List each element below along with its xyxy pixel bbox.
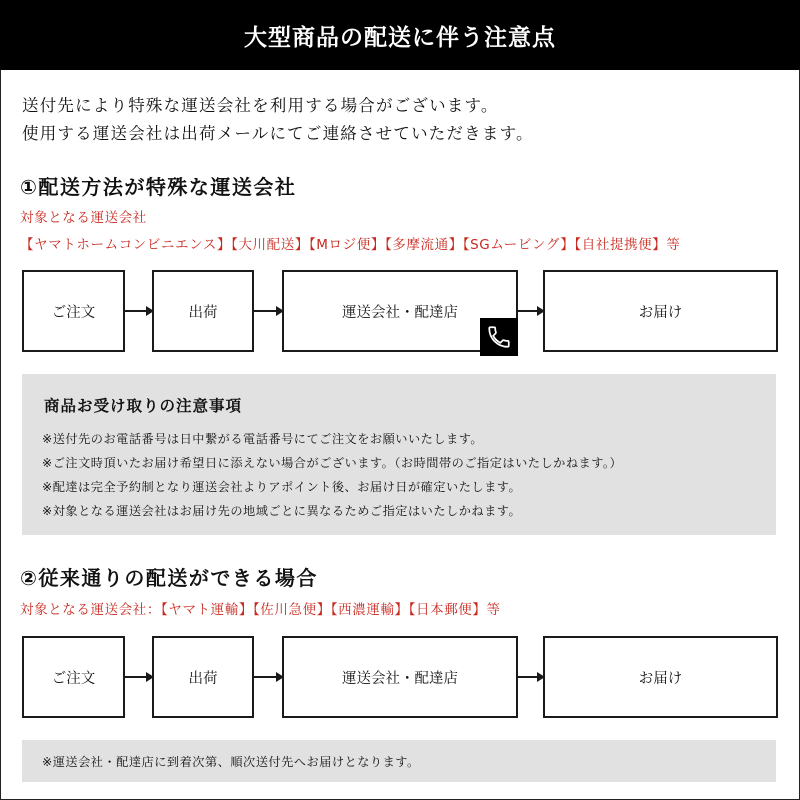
note-item-1: ※送付先のお電話番号は日中繋がる電話番号にてご注文をお願いいたします。 bbox=[42, 432, 484, 446]
section1-target-label: 対象となる運送会社 bbox=[20, 210, 147, 226]
flow2-ship-box: 出荷 bbox=[152, 636, 254, 718]
note-item-2: ※ご注文時頂いたお届け希望日に添えない場合がございます。（お時間帯のご指定はいたしかねます。） bbox=[42, 456, 623, 470]
flow1-carrier-box: 運送会社・配達店 bbox=[282, 270, 518, 352]
intro-line-2: 使用する運送会社は出荷メールにてご連絡させていただきます。 bbox=[22, 124, 534, 143]
note-item-3: ※配達は完全予約制となり運送会社よりアポイント後、お届け日が確定いたします。 bbox=[42, 480, 522, 494]
flow2-delivery-box: お届け bbox=[543, 636, 778, 718]
notes-panel bbox=[22, 374, 776, 535]
section2-note: ※運送会社・配達店に到着次第、順次送付先へお届けとなります。 bbox=[42, 755, 420, 769]
intro-line-1: 送付先により特殊な運送会社を利用する場合がございます。 bbox=[22, 96, 499, 115]
flow1-arrow-3 bbox=[518, 310, 543, 312]
note-item-4: ※対象となる運送会社はお届け先の地域ごとに異なるためご指定はいたしかねます。 bbox=[42, 504, 522, 518]
section1-carrier-list: 【ヤマトホームコンビニエンス】【大川配送】【Mロジ便】【多摩流通】【SGムービング】【自社提携便】等 bbox=[20, 237, 681, 253]
flow2-arrow-1 bbox=[125, 676, 152, 678]
flow1-ship-box: 出荷 bbox=[152, 270, 254, 352]
section2-title: ②従来通りの配送ができる場合 bbox=[20, 566, 318, 590]
flow2-carrier-box: 運送会社・配達店 bbox=[282, 636, 518, 718]
flow1-arrow-1 bbox=[125, 310, 152, 312]
page-title: 大型商品の配送に伴う注意点 bbox=[0, 0, 800, 70]
flow1-order-box: ご注文 bbox=[22, 270, 125, 352]
flow2-order-box: ご注文 bbox=[22, 636, 125, 718]
flow2-arrow-3 bbox=[518, 676, 543, 678]
section2-carrier-list: 対象となる運送会社：【ヤマト運輸】【佐川急便】【西濃運輸】【日本郵便】等 bbox=[20, 602, 501, 618]
section2-note-panel bbox=[22, 740, 776, 782]
flow1-delivery-box: お届け bbox=[543, 270, 778, 352]
flow1-arrow-2 bbox=[254, 310, 282, 312]
flow2-arrow-2 bbox=[254, 676, 282, 678]
phone-icon bbox=[480, 318, 518, 356]
notes-title: 商品お受け取りの注意事項 bbox=[44, 397, 243, 415]
section1-title: ①配送方法が特殊な運送会社 bbox=[20, 175, 297, 199]
